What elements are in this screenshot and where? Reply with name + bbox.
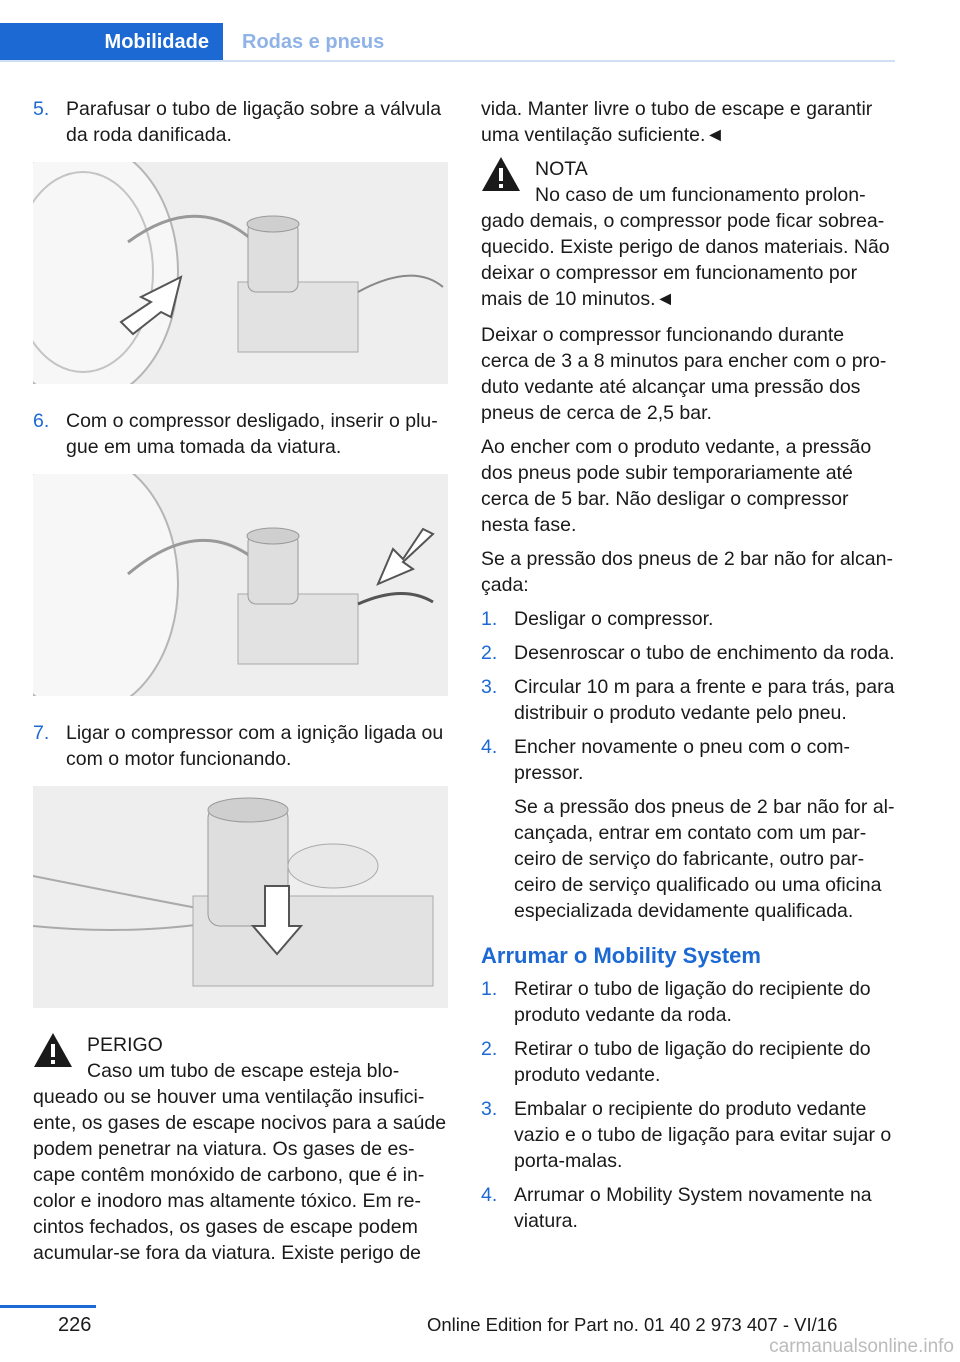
figure-valve-connection	[33, 162, 448, 384]
step-number: 6.	[33, 410, 50, 432]
page-number: 226	[58, 1314, 92, 1336]
paragraph: Se a pressão dos pneus de 2 bar não for alcan‐ çada:	[481, 548, 893, 596]
step-number: 1.	[481, 978, 498, 1000]
step-text: Desligar o compressor.	[514, 608, 714, 630]
section-step-2	[481, 1036, 897, 1088]
step-number: 3.	[481, 676, 498, 698]
step-text: Retirar o tubo de ligação do recipiente do produto vedante da roda.	[514, 978, 871, 1026]
watermark: carmanualsonline.info	[769, 1336, 954, 1357]
step-2	[481, 640, 897, 666]
step-4	[481, 734, 897, 786]
edition-text: Online Edition for Part no. 01 40 2 973 407 - VI/16	[427, 1314, 838, 1335]
paragraph: Deixar o compressor funcionando durante cerca de 3 a 8 minutos para encher com o pro‐ duto vedante até alcançar uma pressão dos pneus de cerca de 2,5 bar.	[481, 324, 887, 424]
step-6	[33, 408, 448, 460]
section-step-3	[481, 1096, 897, 1174]
step-text: Retirar o tubo de ligação do recipiente do produto vedante.	[514, 1038, 871, 1086]
step-text: Arrumar o Mobility System novamente na viatura.	[514, 1184, 872, 1232]
step-text: Com o compressor desligado, inserir o plugue em uma tomada da viatura.	[66, 410, 438, 458]
tab-rodas-e-pneus[interactable]: Rodas e pneus	[242, 30, 385, 53]
warning-triangle-icon	[33, 1032, 73, 1068]
step-number: 2.	[481, 642, 498, 664]
warning-title: PERIGO	[87, 1034, 163, 1056]
step-number: 4.	[481, 736, 498, 758]
warning-perigo	[33, 1032, 448, 1266]
figure-compressor-switch	[33, 786, 448, 1008]
illustration-wheel-compressor-valve	[33, 162, 448, 384]
tab-mobilidade[interactable]: Mobilidade	[0, 23, 223, 61]
step-5	[33, 96, 448, 148]
step-number: 5.	[33, 98, 50, 120]
note-nota	[481, 156, 897, 312]
paragraph: Ao encher com o produto vedante, a pressão dos pneus pode subir temporariamente até cerca de 5 bar. Não desligar o compressor nesta fase.	[481, 436, 872, 536]
right-column	[481, 96, 897, 1242]
step-text: Ligar o compressor com a ignição ligada ou com o motor funcionando.	[66, 722, 444, 770]
warning-body: queado ou se houver uma ventilação insufici‐ ente, os gases de escape nocivos para a saúde podem penetrar na viatura. Os gases de es‐ cape contêm monóxido de carbono, que é in‐ color e inodoro mas altamente tóxico. Em re‐ cintos fechados, os gases de escape podem acumular-se fora da viatura. Existe perigo de	[33, 1086, 447, 1264]
step-text: Parafusar o tubo de ligação sobre a válvula da roda danificada.	[66, 98, 442, 146]
step-3	[481, 674, 897, 726]
warning-triangle-icon	[481, 156, 521, 192]
step-number: 1.	[481, 608, 498, 630]
step-number: 7.	[33, 722, 50, 744]
note-first-line: No caso de um funcionamento prolon‐	[535, 184, 866, 206]
step-text: Encher novamente o pneu com o com‐ pressor.	[514, 736, 851, 784]
step-text: Desenroscar o tubo de enchimento da roda.	[514, 642, 895, 664]
section-step-4	[481, 1182, 897, 1234]
illustration-compressor-switch	[33, 786, 448, 1008]
note-body: gado demais, o compressor pode ficar sobrea‐ quecido. Existe perigo de danos materiais. Não deixar o compressor em funcionamento por mais de 10 minutos.◄	[481, 210, 890, 310]
step-number: 4.	[481, 1184, 498, 1206]
footer-divider	[0, 1305, 96, 1308]
warning-continuation: vida. Manter livre o tubo de escape e garantir uma ventilação suficiente.◄	[481, 98, 873, 146]
warning-first-line: Caso um tubo de escape esteja blo‐	[87, 1060, 400, 1082]
header-divider	[0, 60, 895, 62]
step-4-subparagraph: Se a pressão dos pneus de 2 bar não for al‐ cançada, entrar em contato com um par‐ ceiro de serviço do fabricante, outro par‐ ceiro de serviço qualificado ou uma oficina especializada devidamente qualificada.	[514, 796, 895, 922]
figure-plug-socket	[33, 474, 448, 696]
step-text: Embalar o recipiente do produto vedante vazio e o tubo de ligação para evitar sujar o porta-malas.	[514, 1098, 892, 1172]
note-title: NOTA	[535, 158, 588, 180]
step-number: 3.	[481, 1098, 498, 1120]
illustration-compressor-plug	[33, 474, 448, 696]
left-column	[33, 96, 448, 1276]
step-text: Circular 10 m para a frente e para trás, para distribuir o produto vedante pelo pneu.	[514, 676, 895, 724]
section-heading: Arrumar o Mobility System	[481, 943, 761, 968]
step-7	[33, 720, 448, 772]
section-step-1	[481, 976, 897, 1028]
step-1	[481, 606, 897, 632]
step-number: 2.	[481, 1038, 498, 1060]
